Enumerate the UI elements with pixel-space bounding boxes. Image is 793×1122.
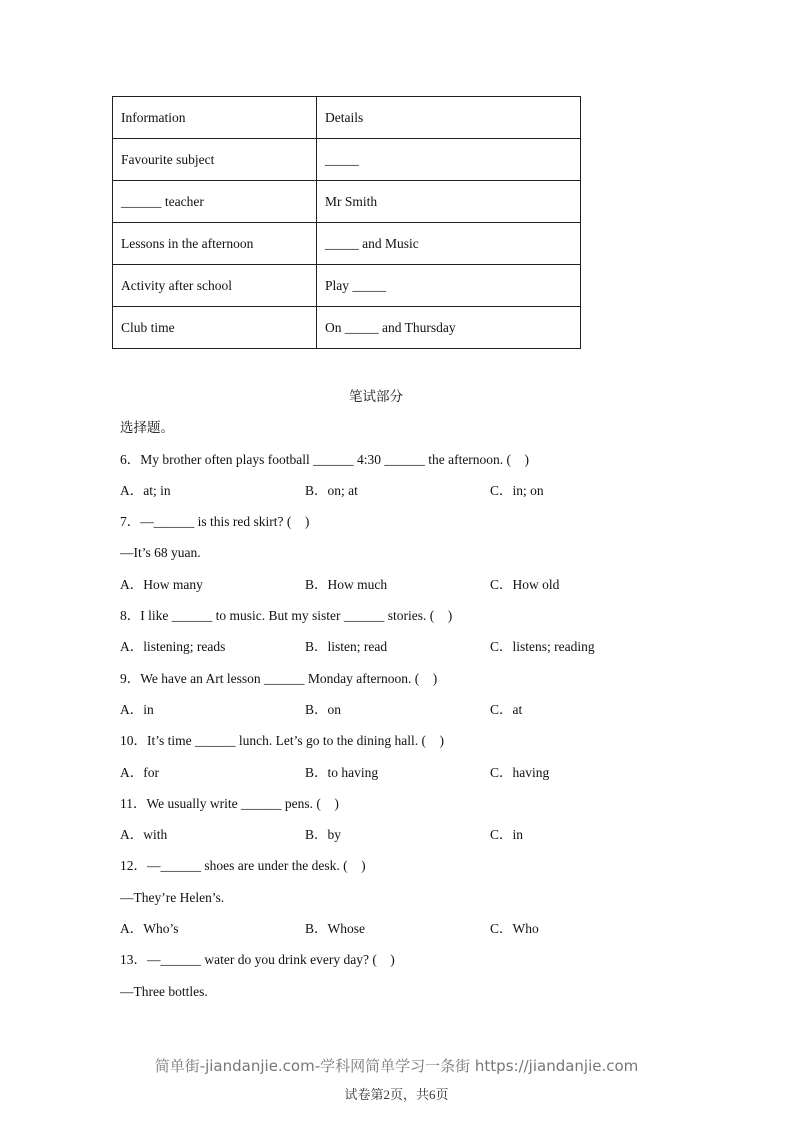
- question-text: 13．—______ water do you drink every day? ( ): [120, 952, 395, 968]
- option: A．listening; reads: [120, 639, 226, 655]
- watermark: 简单街-jiandanjie.com-学科网简单学习一条街 https://jiandanjie.com: [154, 1057, 639, 1075]
- option: A．in: [120, 701, 154, 717]
- table-cell: _____ and Music: [317, 223, 581, 265]
- option: C．listens; reading: [490, 639, 595, 655]
- option: B．on; at: [305, 482, 358, 498]
- table-cell: Play _____: [317, 265, 581, 307]
- option: C．How old: [490, 576, 560, 592]
- table-row: [113, 265, 581, 307]
- option: B．by: [305, 827, 342, 843]
- table-cell: Information: [113, 97, 317, 139]
- option: C．in: [490, 827, 524, 843]
- option: A．with: [120, 827, 168, 843]
- section-heading: 选择题。: [120, 420, 174, 436]
- option: B．to having: [305, 764, 379, 780]
- options-row: [120, 757, 680, 788]
- option: B．listen; read: [305, 639, 388, 655]
- table-row: [113, 97, 581, 139]
- dialogue-response: —It’s 68 yuan.: [120, 545, 201, 561]
- options-row: [120, 819, 680, 850]
- option: B．Whose: [305, 921, 365, 937]
- table-cell: Details: [317, 97, 581, 139]
- table-cell: Favourite subject: [113, 139, 317, 181]
- dialogue-response: —They’re Helen’s.: [120, 889, 225, 905]
- section-title: 笔试部分: [349, 389, 403, 404]
- table-cell: Mr Smith: [317, 181, 581, 223]
- options-row: [120, 694, 680, 725]
- option: A．for: [120, 764, 159, 780]
- question-text: 7．—______ is this red skirt? ( ): [120, 514, 310, 530]
- question-text: 12．—______ shoes are under the desk. ( ): [120, 858, 366, 874]
- table-cell: On _____ and Thursday: [317, 307, 581, 349]
- option: B．How much: [305, 576, 388, 592]
- option: C．in; on: [490, 482, 544, 498]
- option: A．at; in: [120, 482, 171, 498]
- options-row: [120, 913, 680, 944]
- table-cell: Club time: [113, 307, 317, 349]
- options-row: [120, 475, 680, 506]
- table-row: [113, 181, 581, 223]
- dialogue-response: —Three bottles.: [120, 983, 208, 999]
- page-footer: 试卷第2页，共6页: [344, 1087, 449, 1102]
- question-text: 9．We have an Art lesson ______ Monday afternoon. ( ): [120, 670, 438, 686]
- question-section: [120, 381, 680, 1007]
- table-cell: Lessons in the afternoon: [113, 223, 317, 265]
- option: B．on: [305, 701, 342, 717]
- options-row: [120, 569, 680, 600]
- option: C．Who: [490, 921, 539, 937]
- option: A．Who’s: [120, 921, 179, 937]
- table-cell: _____: [317, 139, 581, 181]
- table-row: [113, 223, 581, 265]
- question-text: 10．It’s time ______ lunch. Let’s go to the dining hall. ( ): [120, 733, 444, 749]
- question-text: 8．I like ______ to music. But my sister ______ stories. ( ): [120, 608, 453, 624]
- option: A．How many: [120, 576, 203, 592]
- question-text: 11．We usually write ______ pens. ( ): [120, 795, 339, 811]
- options-row: [120, 631, 680, 662]
- option: C．having: [490, 764, 550, 780]
- question-text: 6．My brother often plays football ______ 4:30 ______ the afternoon. ( ): [120, 451, 530, 467]
- table-cell: Activity after school: [113, 265, 317, 307]
- info-table: [112, 96, 581, 349]
- option: C．at: [490, 701, 523, 717]
- table-row: [113, 139, 581, 181]
- table-cell: ______ teacher: [113, 181, 317, 223]
- table-row: [113, 307, 581, 349]
